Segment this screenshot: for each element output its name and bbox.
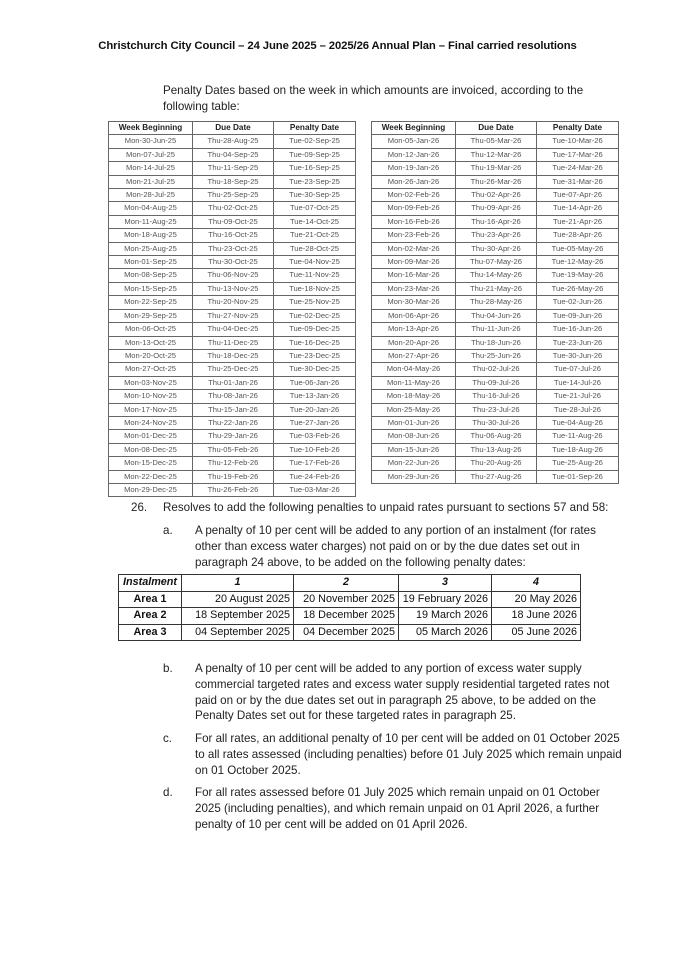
- week-beginning-cell: Mon-07-Jul-25: [109, 148, 193, 161]
- week-beginning-cell: Mon-15-Sep-25: [109, 282, 193, 295]
- week-beginning-cell: Mon-04-Aug-25: [109, 202, 193, 215]
- week-beginning-cell: Mon-23-Mar-26: [372, 282, 456, 295]
- week-beginning-cell: Mon-09-Feb-26: [372, 202, 456, 215]
- penalty-date-cell: Tue-11-Aug-26: [537, 430, 619, 443]
- area-label: Area 3: [119, 624, 182, 641]
- penalty-date-cell: Tue-21-Jul-26: [537, 390, 619, 403]
- table-row: [109, 430, 356, 443]
- week-beginning-cell: Mon-20-Apr-26: [372, 336, 456, 349]
- table-row: [119, 624, 581, 641]
- penalty-date-cell: Tue-10-Feb-26: [274, 443, 356, 456]
- penalty-date-cell: Tue-07-Oct-25: [274, 202, 356, 215]
- table-row: [372, 323, 619, 336]
- penalty-date-cell: Tue-06-Jan-26: [274, 376, 356, 389]
- table-row: [109, 336, 356, 349]
- week-beginning-cell: Mon-23-Feb-26: [372, 229, 456, 242]
- penalty-date-cell: Tue-03-Mar-26: [274, 483, 356, 496]
- column-header-penalty-date: Penalty Date: [274, 122, 356, 135]
- due-date-cell: Thu-11-Jun-26: [456, 323, 537, 336]
- week-beginning-cell: Mon-02-Feb-26: [372, 189, 456, 202]
- table-row: [109, 175, 356, 188]
- week-beginning-cell: Mon-29-Dec-25: [109, 483, 193, 496]
- table-row: [372, 457, 619, 470]
- week-beginning-cell: Mon-18-May-26: [372, 390, 456, 403]
- penalty-date-cell: Tue-09-Dec-25: [274, 323, 356, 336]
- due-date-cell: Thu-26-Mar-26: [456, 175, 537, 188]
- week-beginning-cell: Mon-28-Jul-25: [109, 189, 193, 202]
- due-date-cell: Thu-04-Sep-25: [193, 148, 274, 161]
- table-row: [109, 457, 356, 470]
- due-date-cell: Thu-11-Sep-25: [193, 162, 274, 175]
- penalty-date-cell: Tue-25-Nov-25: [274, 296, 356, 309]
- penalty-date-cell: 04 September 2025: [182, 624, 294, 641]
- week-beginning-cell: Mon-08-Sep-25: [109, 269, 193, 282]
- table-row: [109, 215, 356, 228]
- week-beginning-cell: Mon-06-Oct-25: [109, 323, 193, 336]
- penalty-date-cell: 19 March 2026: [399, 608, 492, 625]
- column-header-due-date: Due Date: [456, 122, 537, 135]
- penalty-date-cell: Tue-28-Oct-25: [274, 242, 356, 255]
- penalty-date-cell: Tue-18-Nov-25: [274, 282, 356, 295]
- penalty-date-cell: Tue-16-Sep-25: [274, 162, 356, 175]
- column-header-2: 2: [294, 575, 399, 592]
- due-date-cell: Thu-16-Apr-26: [456, 215, 537, 228]
- due-date-cell: Thu-08-Jan-26: [193, 390, 274, 403]
- week-beginning-cell: Mon-13-Apr-26: [372, 323, 456, 336]
- week-beginning-cell: Mon-30-Jun-25: [109, 135, 193, 148]
- table-row: [372, 148, 619, 161]
- table-row: [372, 390, 619, 403]
- due-date-cell: Thu-12-Feb-26: [193, 457, 274, 470]
- table-row: [109, 390, 356, 403]
- table-row: [109, 189, 356, 202]
- table-row: [372, 416, 619, 429]
- due-date-cell: Thu-30-Apr-26: [456, 242, 537, 255]
- table-row: [109, 135, 356, 148]
- table-row: [109, 483, 356, 496]
- penalty-date-cell: Tue-24-Mar-26: [537, 162, 619, 175]
- table-row: [372, 470, 619, 483]
- week-beginning-cell: Mon-27-Oct-25: [109, 363, 193, 376]
- due-date-cell: Thu-09-Oct-25: [193, 215, 274, 228]
- due-date-cell: Thu-18-Sep-25: [193, 175, 274, 188]
- week-beginning-cell: Mon-25-May-26: [372, 403, 456, 416]
- table-row: [109, 162, 356, 175]
- table-row: [372, 215, 619, 228]
- week-beginning-cell: Mon-22-Jun-26: [372, 457, 456, 470]
- area-label: Area 1: [119, 591, 182, 608]
- penalty-date-cell: Tue-30-Dec-25: [274, 363, 356, 376]
- week-beginning-cell: Mon-09-Mar-26: [372, 256, 456, 269]
- due-date-cell: Thu-21-May-26: [456, 282, 537, 295]
- week-beginning-cell: Mon-29-Sep-25: [109, 309, 193, 322]
- table-row: [372, 376, 619, 389]
- due-date-cell: Thu-09-Jul-26: [456, 376, 537, 389]
- due-date-cell: Thu-23-Apr-26: [456, 229, 537, 242]
- penalty-date-cell: 20 August 2025: [182, 591, 294, 608]
- due-date-cell: Thu-28-Aug-25: [193, 135, 274, 148]
- column-header-3: 3: [399, 575, 492, 592]
- week-beginning-cell: Mon-02-Mar-26: [372, 242, 456, 255]
- penalty-date-cell: Tue-02-Jun-26: [537, 296, 619, 309]
- table-row: [372, 443, 619, 456]
- table-row: [372, 363, 619, 376]
- penalty-date-cell: Tue-24-Feb-26: [274, 470, 356, 483]
- table-row: [109, 202, 356, 215]
- week-beginning-cell: Mon-08-Jun-26: [372, 430, 456, 443]
- week-beginning-cell: Mon-16-Mar-26: [372, 269, 456, 282]
- penalty-date-cell: Tue-16-Dec-25: [274, 336, 356, 349]
- due-date-cell: Thu-22-Jan-26: [193, 416, 274, 429]
- table-row: [109, 403, 356, 416]
- week-beginning-cell: Mon-16-Feb-26: [372, 215, 456, 228]
- penalty-date-cell: Tue-09-Sep-25: [274, 148, 356, 161]
- due-date-cell: Thu-25-Sep-25: [193, 189, 274, 202]
- due-date-cell: Thu-16-Jul-26: [456, 390, 537, 403]
- penalty-date-cell: Tue-04-Nov-25: [274, 256, 356, 269]
- due-date-cell: Thu-13-Aug-26: [456, 443, 537, 456]
- due-date-cell: Thu-16-Oct-25: [193, 229, 274, 242]
- due-date-cell: Thu-13-Nov-25: [193, 282, 274, 295]
- column-header-penalty-date: Penalty Date: [537, 122, 619, 135]
- penalty-dates-table-right: [371, 121, 619, 484]
- week-beginning-cell: Mon-29-Jun-26: [372, 470, 456, 483]
- penalty-date-cell: Tue-09-Jun-26: [537, 309, 619, 322]
- due-date-cell: Thu-05-Mar-26: [456, 135, 537, 148]
- due-date-cell: Thu-02-Apr-26: [456, 189, 537, 202]
- table-row: [372, 242, 619, 255]
- instalment-penalty-dates-table: [118, 574, 581, 641]
- due-date-cell: Thu-15-Jan-26: [193, 403, 274, 416]
- due-date-cell: Thu-04-Dec-25: [193, 323, 274, 336]
- due-date-cell: Thu-09-Apr-26: [456, 202, 537, 215]
- due-date-cell: Thu-23-Jul-26: [456, 403, 537, 416]
- item-label-c: c.: [163, 732, 173, 745]
- due-date-cell: Thu-11-Dec-25: [193, 336, 274, 349]
- penalty-date-cell: Tue-26-May-26: [537, 282, 619, 295]
- due-date-cell: Thu-30-Jul-26: [456, 416, 537, 429]
- week-beginning-cell: Mon-22-Sep-25: [109, 296, 193, 309]
- penalty-date-cell: Tue-23-Dec-25: [274, 349, 356, 362]
- table-row: [109, 256, 356, 269]
- penalty-date-cell: Tue-01-Sep-26: [537, 470, 619, 483]
- table-row: [372, 162, 619, 175]
- due-date-cell: Thu-02-Jul-26: [456, 363, 537, 376]
- penalty-date-cell: Tue-10-Mar-26: [537, 135, 619, 148]
- penalty-date-cell: Tue-23-Jun-26: [537, 336, 619, 349]
- penalty-date-cell: Tue-19-May-26: [537, 269, 619, 282]
- table-row: [109, 309, 356, 322]
- week-beginning-cell: Mon-14-Jul-25: [109, 162, 193, 175]
- table-row: [372, 296, 619, 309]
- week-beginning-cell: Mon-11-Aug-25: [109, 215, 193, 228]
- table-row: [372, 256, 619, 269]
- table-row: [109, 363, 356, 376]
- table-row: [372, 229, 619, 242]
- intro-paragraph: Penalty Dates based on the week in which amounts are invoiced, according to the following table:: [163, 84, 584, 113]
- penalty-date-cell: Tue-12-May-26: [537, 256, 619, 269]
- due-date-cell: Thu-05-Feb-26: [193, 443, 274, 456]
- due-date-cell: Thu-27-Aug-26: [456, 470, 537, 483]
- item-text-a: A penalty of 10 per cent will be added to any portion of an instalment (for rates other than excess water charges) not paid on or by the due dates set out in paragraph 24 above, to be added on the following penalty dates:: [195, 524, 596, 569]
- table-header-row: [372, 122, 619, 135]
- due-date-cell: Thu-07-May-26: [456, 256, 537, 269]
- penalty-date-cell: Tue-31-Mar-26: [537, 175, 619, 188]
- week-beginning-cell: Mon-01-Sep-25: [109, 256, 193, 269]
- column-header-week-beginning: Week Beginning: [372, 122, 456, 135]
- week-beginning-cell: Mon-18-Aug-25: [109, 229, 193, 242]
- penalty-date-cell: Tue-30-Sep-25: [274, 189, 356, 202]
- week-beginning-cell: Mon-15-Dec-25: [109, 457, 193, 470]
- penalty-date-cell: Tue-17-Mar-26: [537, 148, 619, 161]
- due-date-cell: Thu-06-Nov-25: [193, 269, 274, 282]
- column-header-instalment: Instalment: [119, 575, 182, 592]
- table-row: [109, 376, 356, 389]
- week-beginning-cell: Mon-04-May-26: [372, 363, 456, 376]
- penalty-date-cell: Tue-02-Dec-25: [274, 309, 356, 322]
- due-date-cell: Thu-25-Jun-26: [456, 349, 537, 362]
- penalty-date-cell: Tue-14-Jul-26: [537, 376, 619, 389]
- table-row: [372, 135, 619, 148]
- table-row: [109, 443, 356, 456]
- penalty-date-cell: Tue-20-Jan-26: [274, 403, 356, 416]
- due-date-cell: Thu-04-Jun-26: [456, 309, 537, 322]
- penalty-date-cell: 19 February 2026: [399, 591, 492, 608]
- week-beginning-cell: Mon-13-Oct-25: [109, 336, 193, 349]
- week-beginning-cell: Mon-08-Dec-25: [109, 443, 193, 456]
- table-row: [372, 403, 619, 416]
- item-text-c: For all rates, an additional penalty of 10 per cent will be added on 01 October 2025 to all rates assessed (including penalties) before 01 July 2025 which remain unpaid on 01 October 2025.: [195, 732, 622, 777]
- table-row: [109, 296, 356, 309]
- penalty-date-cell: Tue-23-Sep-25: [274, 175, 356, 188]
- penalty-date-cell: 18 September 2025: [182, 608, 294, 625]
- penalty-date-cell: Tue-21-Oct-25: [274, 229, 356, 242]
- penalty-date-cell: Tue-04-Aug-26: [537, 416, 619, 429]
- due-date-cell: Thu-18-Jun-26: [456, 336, 537, 349]
- penalty-date-cell: 20 May 2026: [492, 591, 581, 608]
- due-date-cell: Thu-26-Feb-26: [193, 483, 274, 496]
- penalty-date-cell: Tue-21-Apr-26: [537, 215, 619, 228]
- item-text-d: For all rates assessed before 01 July 2025 which remain unpaid on 01 October 2025 (including penalties), and which remain unpaid on 01 April 2026, a further penalty of 10 per cent will be added on 01 April 2026.: [195, 786, 600, 831]
- table-row: [119, 608, 581, 625]
- penalty-date-cell: Tue-25-Aug-26: [537, 457, 619, 470]
- due-date-cell: Thu-06-Aug-26: [456, 430, 537, 443]
- week-beginning-cell: Mon-11-May-26: [372, 376, 456, 389]
- due-date-cell: Thu-30-Oct-25: [193, 256, 274, 269]
- item-text-b: A penalty of 10 per cent will be added to any portion of excess water supply commercial targeted rates and excess water supply residential targeted rates not paid on or by the due dates set out in paragraph 25 above, to be added on the Penalty Dates set out for these targeted rates in paragraph 25.: [195, 662, 610, 723]
- table-row: [372, 282, 619, 295]
- week-beginning-cell: Mon-06-Apr-26: [372, 309, 456, 322]
- week-beginning-cell: Mon-24-Nov-25: [109, 416, 193, 429]
- penalty-date-cell: Tue-07-Apr-26: [537, 189, 619, 202]
- penalty-date-cell: Tue-16-Jun-26: [537, 323, 619, 336]
- due-date-cell: Thu-27-Nov-25: [193, 309, 274, 322]
- table-row: [372, 336, 619, 349]
- week-beginning-cell: Mon-22-Dec-25: [109, 470, 193, 483]
- table-row: [372, 269, 619, 282]
- week-beginning-cell: Mon-03-Nov-25: [109, 376, 193, 389]
- penalty-date-cell: Tue-05-May-26: [537, 242, 619, 255]
- table-row: [109, 148, 356, 161]
- table-row: [372, 430, 619, 443]
- due-date-cell: Thu-19-Feb-26: [193, 470, 274, 483]
- penalty-date-cell: 20 November 2025: [294, 591, 399, 608]
- week-beginning-cell: Mon-05-Jan-26: [372, 135, 456, 148]
- due-date-cell: Thu-29-Jan-26: [193, 430, 274, 443]
- due-date-cell: Thu-19-Mar-26: [456, 162, 537, 175]
- due-date-cell: Thu-14-May-26: [456, 269, 537, 282]
- penalty-date-cell: Tue-11-Nov-25: [274, 269, 356, 282]
- week-beginning-cell: Mon-20-Oct-25: [109, 349, 193, 362]
- table-row: [372, 175, 619, 188]
- penalty-date-cell: Tue-28-Apr-26: [537, 229, 619, 242]
- item-label-d: d.: [163, 786, 173, 799]
- penalty-date-cell: Tue-17-Feb-26: [274, 457, 356, 470]
- item-label-b: b.: [163, 662, 173, 675]
- column-header-due-date: Due Date: [193, 122, 274, 135]
- due-date-cell: Thu-25-Dec-25: [193, 363, 274, 376]
- penalty-date-cell: Tue-14-Apr-26: [537, 202, 619, 215]
- column-header-1: 1: [182, 575, 294, 592]
- penalty-date-cell: Tue-13-Jan-26: [274, 390, 356, 403]
- week-beginning-cell: Mon-01-Jun-26: [372, 416, 456, 429]
- due-date-cell: Thu-20-Aug-26: [456, 457, 537, 470]
- penalty-date-cell: Tue-18-Aug-26: [537, 443, 619, 456]
- table-row: [109, 323, 356, 336]
- week-beginning-cell: Mon-19-Jan-26: [372, 162, 456, 175]
- due-date-cell: Thu-20-Nov-25: [193, 296, 274, 309]
- week-beginning-cell: Mon-17-Nov-25: [109, 403, 193, 416]
- table-row: [109, 282, 356, 295]
- penalty-date-cell: Tue-28-Jul-26: [537, 403, 619, 416]
- penalty-date-cell: Tue-02-Sep-25: [274, 135, 356, 148]
- penalty-date-cell: 05 June 2026: [492, 624, 581, 641]
- area-label: Area 2: [119, 608, 182, 625]
- table-row: [109, 349, 356, 362]
- due-date-cell: Thu-23-Oct-25: [193, 242, 274, 255]
- week-beginning-cell: Mon-26-Jan-26: [372, 175, 456, 188]
- column-header-week-beginning: Week Beginning: [109, 122, 193, 135]
- column-header-4: 4: [492, 575, 581, 592]
- week-beginning-cell: Mon-01-Dec-25: [109, 430, 193, 443]
- penalty-date-cell: 18 December 2025: [294, 608, 399, 625]
- table-row: [372, 349, 619, 362]
- table-row: [372, 309, 619, 322]
- resolution-text: Resolves to add the following penalties to unpaid rates pursuant to sections 57 and 58:: [163, 501, 609, 514]
- due-date-cell: Thu-12-Mar-26: [456, 148, 537, 161]
- due-date-cell: Thu-02-Oct-25: [193, 202, 274, 215]
- penalty-date-cell: 18 June 2026: [492, 608, 581, 625]
- week-beginning-cell: Mon-27-Apr-26: [372, 349, 456, 362]
- penalty-date-cell: 05 March 2026: [399, 624, 492, 641]
- penalty-dates-table-left: [108, 121, 356, 497]
- document-header: Christchurch City Council – 24 June 2025 – 2025/26 Annual Plan – Final carried resolutions: [98, 40, 577, 52]
- penalty-date-cell: 04 December 2025: [294, 624, 399, 641]
- item-label-a: a.: [163, 524, 173, 537]
- table-header-row: [119, 575, 581, 592]
- week-beginning-cell: Mon-21-Jul-25: [109, 175, 193, 188]
- week-beginning-cell: Mon-30-Mar-26: [372, 296, 456, 309]
- resolution-number: 26.: [131, 501, 148, 514]
- table-row: [109, 416, 356, 429]
- table-row: [372, 189, 619, 202]
- due-date-cell: Thu-01-Jan-26: [193, 376, 274, 389]
- penalty-date-cell: Tue-27-Jan-26: [274, 416, 356, 429]
- penalty-date-cell: Tue-03-Feb-26: [274, 430, 356, 443]
- week-beginning-cell: Mon-12-Jan-26: [372, 148, 456, 161]
- table-row: [109, 470, 356, 483]
- week-beginning-cell: Mon-15-Jun-26: [372, 443, 456, 456]
- week-beginning-cell: Mon-10-Nov-25: [109, 390, 193, 403]
- table-row: [372, 202, 619, 215]
- table-row: [109, 242, 356, 255]
- due-date-cell: Thu-28-May-26: [456, 296, 537, 309]
- penalty-date-cell: Tue-30-Jun-26: [537, 349, 619, 362]
- penalty-date-cell: Tue-14-Oct-25: [274, 215, 356, 228]
- table-header-row: [109, 122, 356, 135]
- penalty-date-cell: Tue-07-Jul-26: [537, 363, 619, 376]
- table-row: [109, 269, 356, 282]
- due-date-cell: Thu-18-Dec-25: [193, 349, 274, 362]
- table-row: [109, 229, 356, 242]
- week-beginning-cell: Mon-25-Aug-25: [109, 242, 193, 255]
- table-row: [119, 591, 581, 608]
